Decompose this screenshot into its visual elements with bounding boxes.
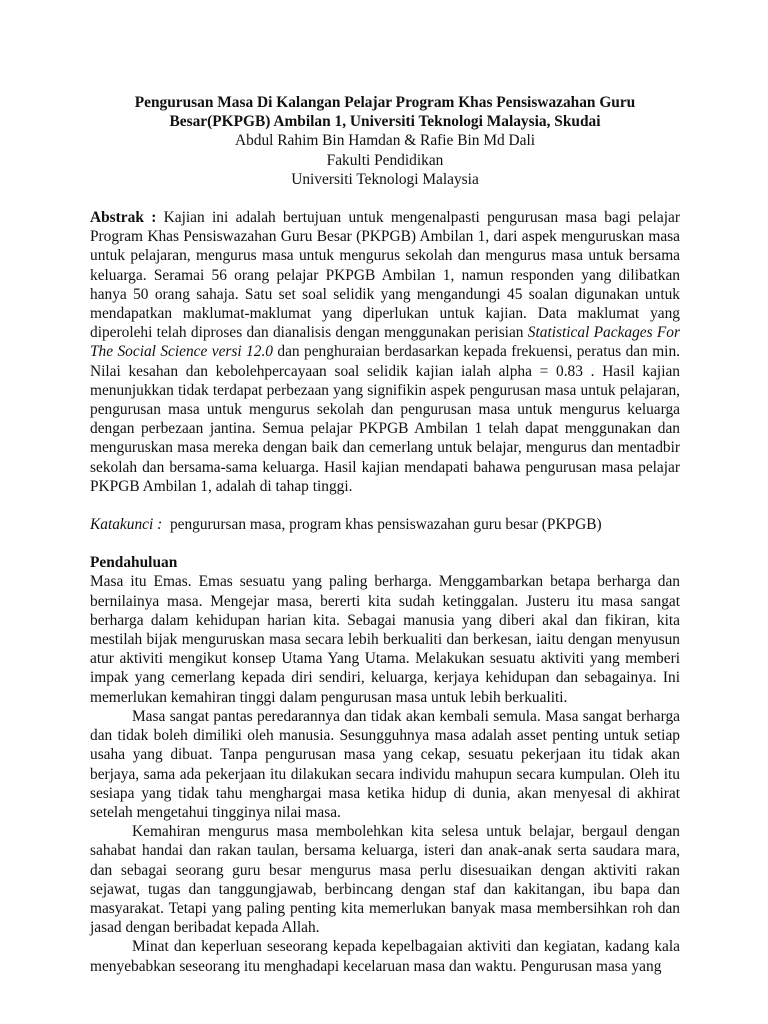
title-line-2: Besar(PKPGB) Ambilan 1, Universiti Teknologi Malaysia, Skudai xyxy=(169,113,601,131)
section-heading: Pendahuluan xyxy=(90,554,178,572)
body-paragraph-4: Minat dan keperluan seseorang kepada kepelbagaian aktiviti dan kegiatan, kadang kala menyebabkan seseorang itu menghadapi kecelaruan masa dan waktu. Pengurusan masa yang xyxy=(90,938,680,975)
abstract-text-2: dan penghuraian berdasarkan kepada frekuensi, peratus dan min. Nilai kesahan dan kebolehpercayaan soal selidik kajian ialah alpha = 0.83 . Hasil kajian menunjukkan tidak terdapat perbezaan yang signifikin aspek pengurusan masa untuk pelajaran, pengurusan masa untuk mengurus sekolah dan pengurusan masa untuk mengurus keluarga dengan perbezaan jantina. Semua pelajar PKPGB Ambilan 1 telah dapat menggunakan dan menguruskan masa mereka dengan baik dan cemerlang untuk belajar, mengurus dan mentadbir sekolah dan bersama-sama keluarga. Hasil kajian mendapati bahawa pengurusan masa pelajar PKPGB Ambilan 1, adalah di tahap tinggi. xyxy=(90,343,680,495)
abstract-software-name: Statistical Packages For The Social Science versi 12.0 xyxy=(90,324,680,361)
abstract-text-1: Kajian ini adalah bertujuan untuk mengenalpasti pengurusan masa bagi pelajar Program Khas Pensiswazahan Guru Besar (PKPGB) Ambilan 1, dari aspek menguruskan masa untuk pelajaran, mengurus masa untuk mengurus sekolah dan mengurus masa untuk bersama keluarga. Seramai 56 orang pelajar PKPGB Ambilan 1, namun responden yang dilibatkan hanya 50 orang sahaja. Satu set soal selidik yang mengandungi 45 soalan digunakan untuk mendapatkan maklumat-maklumat yang diperlukan untuk kajian. Data maklumat yang diperolehi telah diproses dan dianalisis dengan menggunakan perisian xyxy=(90,209,680,342)
author-names: Abdul Rahim Bin Hamdan & Rafie Bin Md Dali xyxy=(234,132,536,150)
abstract-paragraph xyxy=(90,208,680,496)
keywords-text: pengurursan masa, program khas pensiswazahan guru besar (PKPGB) xyxy=(169,516,602,534)
body-paragraph-3: Kemahiran mengurus masa membolehkan kita selesa untuk belajar, bergaul dengan sahabat handai dan rakan taulan, bersama keluarga, isteri dan anak-anak serta saudara mara, dan sebagai seorang guru besar mengurus masa perlu disesuaikan dengan aktiviti rakan sejawat, tugas dan tanggungjawab, berbincang dengan staf dan kakitangan, ibu bapa dan masyarakat. Tetapi yang paling penting kita memerlukan banyak masa membersihkan roh dan jasad dengan beribadat kepada Allah. xyxy=(90,823,680,937)
abstract-label: Abstrak : xyxy=(90,209,157,227)
university-name: Universiti Teknologi Malaysia xyxy=(291,170,479,188)
body-paragraph-1: Masa itu Emas. Emas sesuatu yang paling berharga. Menggambarkan betapa berharga dan bernilainya masa. Mengejar masa, bererti kita sudah ketinggalan. Justeru itu masa sangat berharga dalam kehidupan harian kita. Sebagai manusia yang diberi akal dan fikiran, kita mestilah bijak menguruskan masa secara lebih berkualiti dan berkesan, iaitu dengan menyusun atur aktiviti mengikut konsep Utama Yang Utama. Melakukan sesuatu aktiviti yang memberi impak yang cemerlang kepada diri sendiri, keluarga, kerjaya kehidupan dan sebagainya. Ini memerlukan kemahiran tinggi dalam pengurusan masa untuk lebih berkualiti. xyxy=(90,573,680,706)
faculty-name: Fakulti Pendidikan xyxy=(326,151,444,169)
keywords-label: Katakunci : xyxy=(90,516,163,534)
body-paragraph-2: Masa sangat pantas peredarannya dan tidak akan kembali semula. Masa sangat berharga dan tidak boleh dimiliki oleh manusia. Sesungguhnya masa adalah asset penting untuk setiap usaha yang dibuat. Tanpa pengurusan masa yang cekap, sesuatu pekerjaan itu tidak akan berjaya, sama ada pekerjaan itu dilakukan secara individu mahupun secara kumpulan. Oleh itu sesiapa yang tidak tahu menghargai masa ketika hidup di dunia, akan menyesal di akhirat setelah mengetahui tingginya nilai masa. xyxy=(90,707,680,821)
title-line-1: Pengurusan Masa Di Kalangan Pelajar Program Khas Pensiswazahan Guru xyxy=(134,94,636,111)
keywords-line xyxy=(90,515,680,534)
paper-title xyxy=(90,93,680,131)
